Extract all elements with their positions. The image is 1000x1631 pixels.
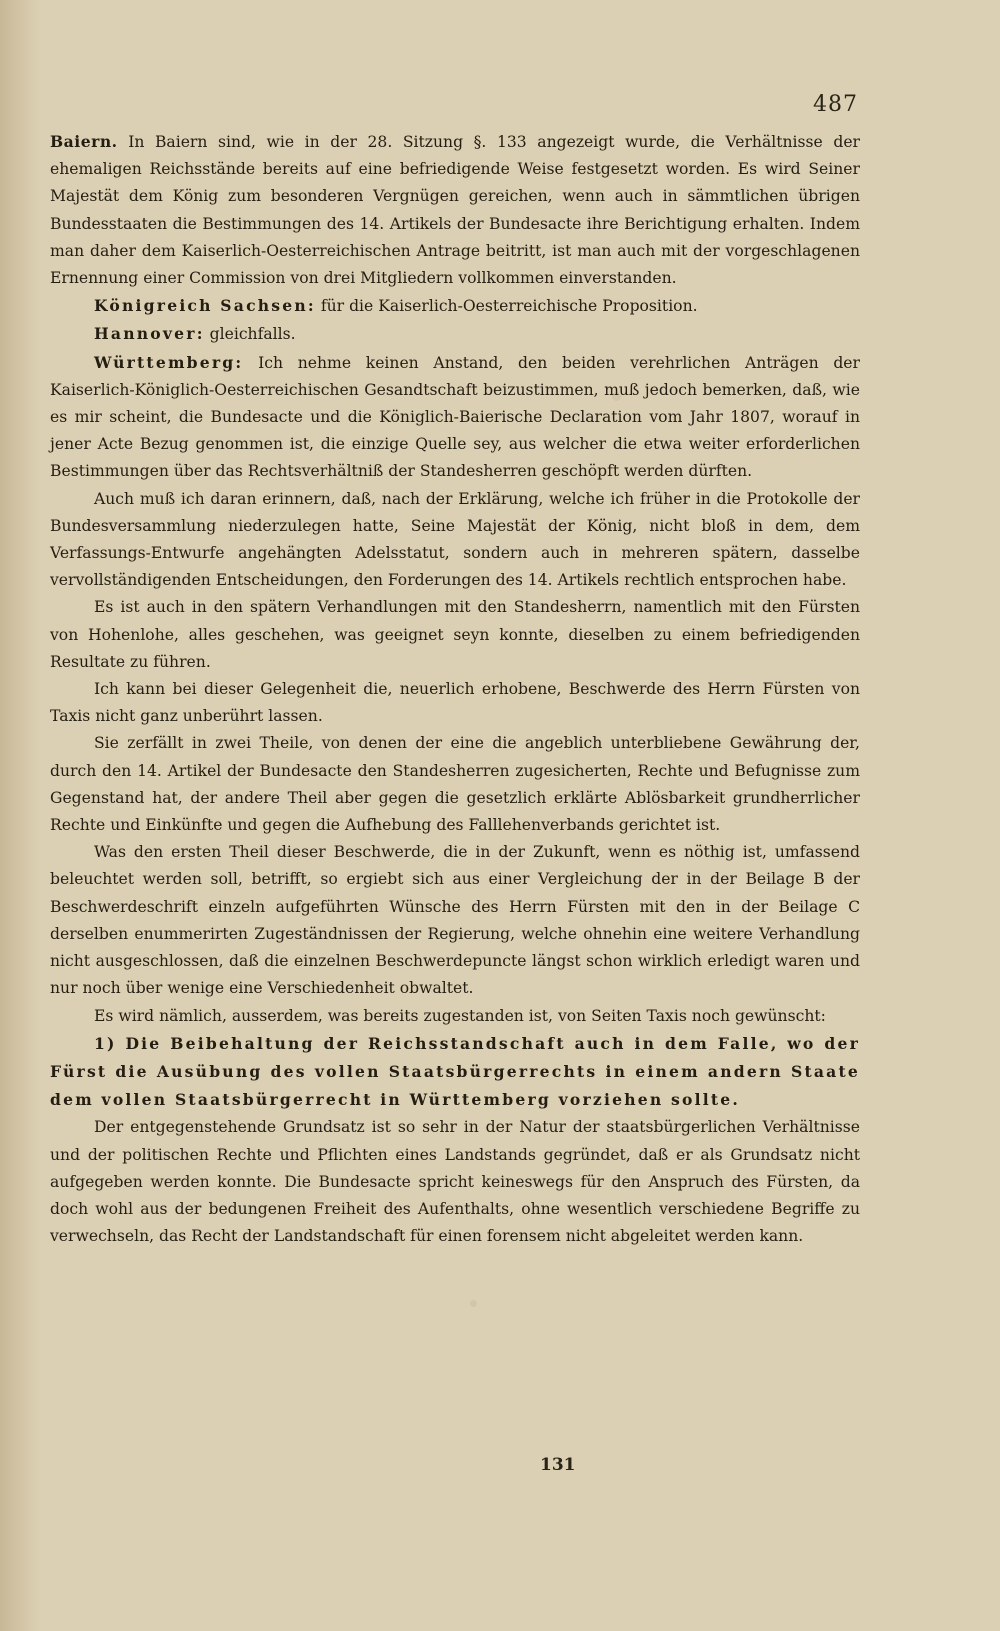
page-number: 487	[813, 92, 858, 117]
paragraph: Sie zerfällt in zwei Theile, von denen der eine die angeblich unterbliebene Gewährung der, durch den 14. Artikel der Bundesacte den Standesherren zugesicherten, Rechte und Befugnisse zum Gegenstand hat, der andere Theil aber gegen die gesetzlich erklärte Ablösbarkeit grundherrlicher Rechte und Einkünfte und gegen die Aufhebung des Falllehenverbands gerichtet ist.	[50, 734, 860, 835]
paragraph-text: Ich nehme keinen Anstand, den beiden verehrlichen Anträgen der Kaiserlich-Königlich-Oesterreichischen Gesandtschaft beizustimmen, muß jedoch bemerken, daß, wie es mir scheint, die Bundesacte und die Königlich-Baierische Declaration vom Jahr 1807, worauf in jener Acte Bezug genommen ist, die einzige Quelle sey, aus welcher die etwa weiter erforderlichen Bestimmungen über das Rechtsverhältniß der Standesherren geschöpft werden dürften.	[50, 353, 860, 481]
numbered-point	[50, 1030, 860, 1115]
paragraph-hannover	[50, 320, 860, 348]
paragraph-text: gleichfalls.	[204, 325, 296, 344]
state-heading: Königreich Sachsen:	[94, 296, 316, 316]
body-text	[50, 128, 860, 1250]
paragraph: Es wird nämlich, ausserdem, was bereits zugestanden ist, von Seiten Taxis noch gewünscht:	[94, 1006, 826, 1025]
paragraph: Ich kann bei dieser Gelegenheit die, neuerlich erhobene, Beschwerde des Herrn Fürsten von Taxis nicht ganz unberührt lassen.	[50, 680, 860, 726]
paragraph: Es ist auch in den spätern Verhandlungen mit den Standesherrn, namentlich mit den Fürsten von Hohenlohe, alles geschehen, was geeignet seyn konnte, dieselben zu einem befriedigenden Resultate zu führen.	[50, 598, 860, 671]
state-heading: Württemberg:	[94, 352, 244, 372]
paragraph-wuerttemberg	[50, 349, 860, 486]
binding-shadow	[0, 0, 40, 1631]
state-heading: Hannover:	[94, 324, 205, 344]
paragraph-sachsen	[50, 292, 860, 320]
paragraph: Auch muß ich daran erinnern, daß, nach der Erklärung, welche ich früher in die Protokolle der Bundesversammlung niederzulegen hatte, Seine Majestät der König, nicht bloß in dem, dem Verfassungs-Entwurfe angehängten Adelsstatut, sondern auch in mehreren spätern, dasselbe vervollständigenden Entscheidungen, den Forderungen des 14. Artikels rechtlich entsprochen habe.	[50, 489, 860, 590]
paragraph-text: für die Kaiserlich-Oesterreichische Proposition.	[315, 297, 698, 316]
paragraph: Was den ersten Theil dieser Beschwerde, die in der Zukunft, wenn es nöthig ist, umfassend beleuchtet werden soll, betrifft, so ergiebt sich aus einer Vergleichung der in der Beilage B der Beschwerdeschrift einzeln aufgeführten Wünsche des Herrn Fürsten mit den in der Beilage C derselben enummerirten Zugeständnissen der Regierung, welche ohnehin eine weitere Verhandlung nicht ausgeschlossen, daß die einzelnen Beschwerdepuncte längst schon wirklich erledigt waren und nur noch über wenige eine Verschiedenheit obwaltet.	[50, 843, 860, 998]
state-heading: Baiern.	[50, 132, 118, 151]
paragraph-baiern	[50, 128, 860, 292]
point-text: 1) Die Beibehaltung der Reichsstandschaft auch in dem Falle, wo der Fürst die Ausübung des vollen Staatsbürgerrechts in einem andern Staate dem vollen Staatsbürgerrecht in Württemberg vorziehen sollte.	[50, 1033, 860, 1110]
paper-spot	[470, 1300, 477, 1307]
paragraph-text: In Baiern sind, wie in der 28. Sitzung §. 133 angezeigt wurde, die Verhältnisse der ehemaligen Reichsstände bereits auf eine befriedigende Weise festgesetzt worden. Es wird Seiner Majestät dem König zum besonderen Vergnügen gereichen, wenn auch in sämmtlichen übrigen Bundesstaaten die Bestimmungen des 14. Artikels der Bundesacte ihre Berichtigung erhalten. Indem man daher dem Kaiserlich-Oesterreichischen Antrage beitritt, ist man auch mit der vorgeschlagenen Ernennung einer Commission von drei Mitgliedern vollkommen einverstanden.	[50, 133, 860, 288]
signature-mark: 131	[540, 1455, 576, 1475]
paragraph: Der entgegenstehende Grundsatz ist so sehr in der Natur der staatsbürgerlichen Verhältnisse und der politischen Rechte und Pflichten eines Landstands gegründet, daß er als Grundsatz nicht aufgegeben werden konnte. Die Bundesacte spricht keineswegs für den Anspruch des Fürsten, da doch wohl aus der bedungenen Freiheit des Aufenthalts, ohne wesentlich verschiedene Begriffe zu verwechseln, das Recht der Landstandschaft für einen forensem nicht abgeleitet werden kann.	[50, 1118, 860, 1246]
